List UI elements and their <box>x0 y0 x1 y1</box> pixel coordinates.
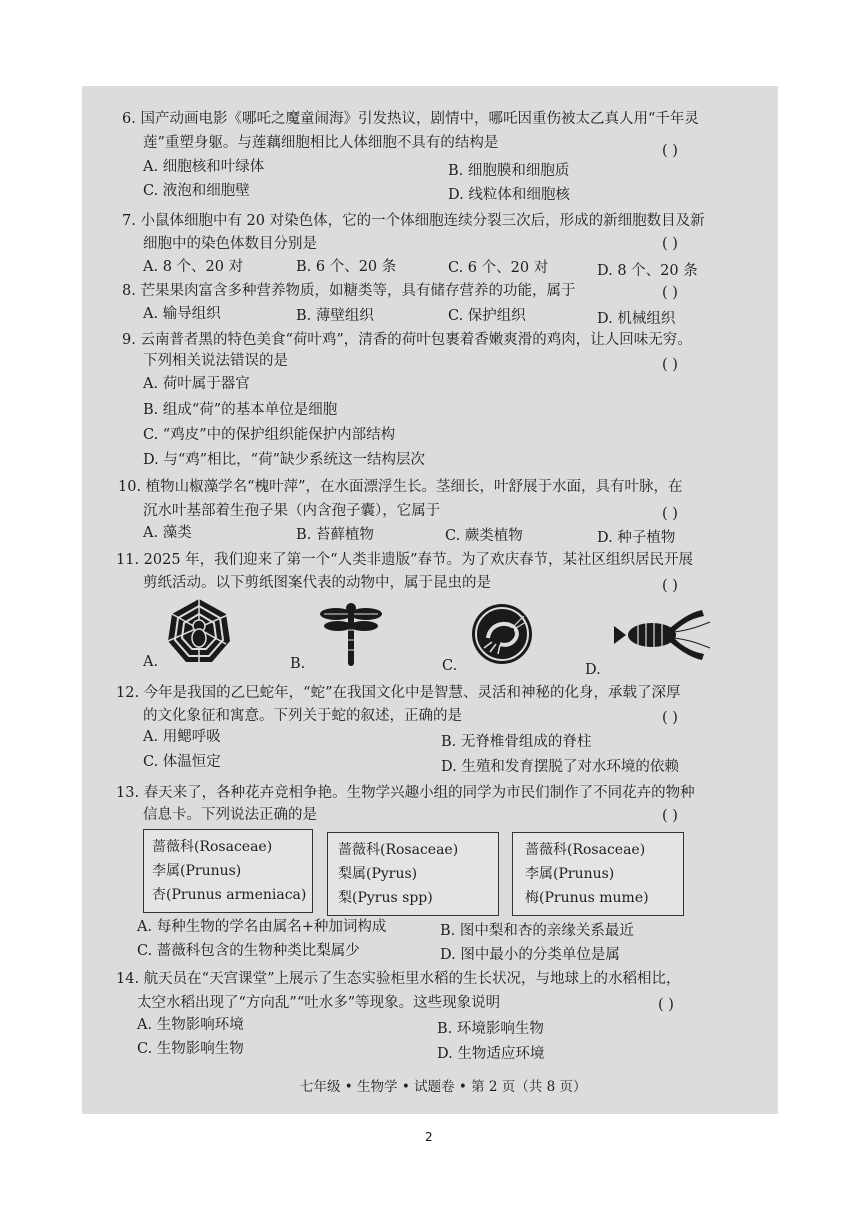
card-family: 蔷薇科(Rosaceae) <box>338 842 459 858</box>
q10-stem-line1: 10. 植物山椒藻学名“槐叶萍”，在水面漂浮生长。茎细长，叶舒展于水面，具有叶脉，在 <box>118 479 683 495</box>
q6-option-a: A. 细胞核和叶绿体 <box>143 159 265 175</box>
q13-stem-line1: 13. 春天来了，各种花卉竞相争艳。生物学兴趣小组的同学为市民们制作了不同花卉的物种 <box>116 785 695 801</box>
card-species: 梨(Pyrus spp) <box>338 890 433 906</box>
page-footer: 七年级 • 生物学 • 试题卷 • 第 2 页（共 8 页） <box>300 1079 587 1095</box>
q8-option-c: C. 保护组织 <box>448 308 526 324</box>
card-family: 蔷薇科(Rosaceae) <box>525 842 646 858</box>
q7-option-b: B. 6 个、20 条 <box>296 259 397 275</box>
q9-answer-blank: ( ) <box>662 357 678 373</box>
card-genus: 李属(Prunus) <box>525 866 615 882</box>
q7-option-a: A. 8 个、20 对 <box>143 259 244 275</box>
q9-stem-line1: 9. 云南普者黑的特色美食“荷叶鸡”，清香的荷叶包裹着香嫩爽滑的鸡肉，让人回味无穷。 <box>122 332 692 348</box>
q10-option-d: D. 种子植物 <box>597 530 676 546</box>
q13-option-a: A. 每种生物的学名由属名+种加词构成 <box>137 919 387 935</box>
q14-answer-blank: ( ) <box>658 997 674 1013</box>
card-family: 蔷薇科(Rosaceae) <box>152 839 273 855</box>
q12-option-c: C. 体温恒定 <box>143 754 221 770</box>
q10-option-c: C. 蕨类植物 <box>445 528 523 544</box>
q10-stem-line2: 沉水叶基部着生孢子果（内含孢子囊），它属于 <box>143 503 441 519</box>
q9-option-c: C. “鸡皮”中的保护组织能保护内部结构 <box>143 427 396 443</box>
q10-answer-blank: ( ) <box>662 506 678 522</box>
q6-stem-line1: 6. 国产动画电影《哪吒之魔童闹海》引发热议，剧情中，哪吒因重伤被太乙真人用“千年灵 <box>122 111 699 127</box>
q11-stem-line1: 11. 2025 年，我们迎来了第一个“人类非遗版”春节。为了欢庆春节，某社区组织居民开展 <box>116 552 694 568</box>
q12-option-d: D. 生殖和发育摆脱了对水环境的依赖 <box>441 759 679 775</box>
q8-option-b: B. 薄壁组织 <box>296 308 374 324</box>
lobster-papercut-icon <box>612 604 712 666</box>
q8-option-d: D. 机械组织 <box>597 311 676 327</box>
spider-papercut-icon <box>164 596 234 666</box>
q13-option-b: B. 图中梨和杏的亲缘关系最近 <box>440 923 634 939</box>
q9-stem-line2: 下列相关说法错误的是 <box>143 353 288 369</box>
q8-option-a: A. 输导组织 <box>143 306 221 322</box>
q13-option-d: D. 图中最小的分类单位是属 <box>440 947 620 963</box>
q7-option-c: C. 6 个、20 对 <box>448 260 549 276</box>
q6-option-d: D. 线粒体和细胞核 <box>448 187 570 203</box>
q13-stem-line2: 信息卡。下列说法正确的是 <box>143 807 317 823</box>
q6-option-c: C. 液泡和细胞壁 <box>143 183 250 199</box>
q6-option-b: B. 细胞膜和细胞质 <box>448 163 570 179</box>
q9-option-d: D. 与“鸡”相比，“荷”缺少系统这一结构层次 <box>143 452 425 468</box>
card-species: 杏(Prunus armeniaca) <box>152 887 307 903</box>
q14-option-a: A. 生物影响环境 <box>137 1017 244 1033</box>
q12-answer-blank: ( ) <box>662 710 678 726</box>
q12-stem-line1: 12. 今年是我国的乙巳蛇年，“蛇”在我国文化中是智慧、灵活和神秘的化身，承载了深厚 <box>116 685 681 701</box>
q7-stem-line2: 细胞中的染色体数目分别是 <box>143 236 317 252</box>
card-species: 梅(Prunus mume) <box>525 890 649 906</box>
species-card-pear <box>327 832 499 916</box>
q7-stem-line1: 7. 小鼠体细胞中有 20 对染色体，它的一个体细胞连续分裂三次后，形成的新细胞数目及新 <box>122 213 705 229</box>
q6-answer-blank: ( ) <box>662 143 678 159</box>
q12-stem-line2: 的文化象征和寓意。下列关于蛇的叙述，正确的是 <box>143 708 462 724</box>
q14-option-d: D. 生物适应环境 <box>437 1046 545 1062</box>
shrimp-papercut-icon <box>470 602 534 666</box>
q8-stem-line1: 8. 芒果果肉富含多种营养物质，如糖类等，具有储存营养的功能，属于 <box>122 283 576 299</box>
dragonfly-papercut-icon <box>318 600 384 670</box>
q10-option-a: A. 藻类 <box>143 525 192 541</box>
q11-option-d: D. <box>585 662 601 678</box>
q11-option-a: A. <box>143 654 159 670</box>
q12-option-b: B. 无脊椎骨组成的脊柱 <box>441 734 592 750</box>
q11-stem-line2: 剪纸活动。以下剪纸图案代表的动物中，属于昆虫的是 <box>143 575 491 591</box>
q11-answer-blank: ( ) <box>662 578 678 594</box>
q9-option-b: B. 组成“荷”的基本单位是细胞 <box>143 402 338 418</box>
q13-option-c: C. 蔷薇科包含的生物种类比梨属少 <box>137 943 360 959</box>
q8-answer-blank: ( ) <box>662 285 678 301</box>
q14-stem-line1: 14. 航天员在“天宫课堂”上展示了生态实验柜里水稻的生长状况，与地球上的水稻相比， <box>116 971 681 987</box>
species-card-plum <box>512 832 684 916</box>
q11-option-c: C. <box>442 658 458 674</box>
card-genus: 梨属(Pyrus) <box>338 866 418 882</box>
q14-option-b: B. 环境影响生物 <box>437 1021 544 1037</box>
species-card-apricot <box>143 829 313 913</box>
page-number: 2 <box>425 1130 433 1144</box>
card-genus: 李属(Prunus) <box>152 863 242 879</box>
q7-answer-blank: ( ) <box>662 236 678 252</box>
q13-answer-blank: ( ) <box>662 808 678 824</box>
q11-option-b: B. <box>290 656 306 672</box>
q14-option-c: C. 生物影响生物 <box>137 1041 244 1057</box>
q6-stem-line2: 莲”重塑身躯。与莲藕细胞相比人体细胞不具有的结构是 <box>143 135 499 151</box>
q7-option-d: D. 8 个、20 条 <box>597 263 698 279</box>
q14-stem-line2: 太空水稻出现了“方向乱”“吐水多”等现象。这些现象说明 <box>137 995 501 1011</box>
q12-option-a: A. 用鳃呼吸 <box>143 729 221 745</box>
q9-option-a: A. 荷叶属于器官 <box>143 376 250 392</box>
q10-option-b: B. 苔藓植物 <box>296 527 374 543</box>
